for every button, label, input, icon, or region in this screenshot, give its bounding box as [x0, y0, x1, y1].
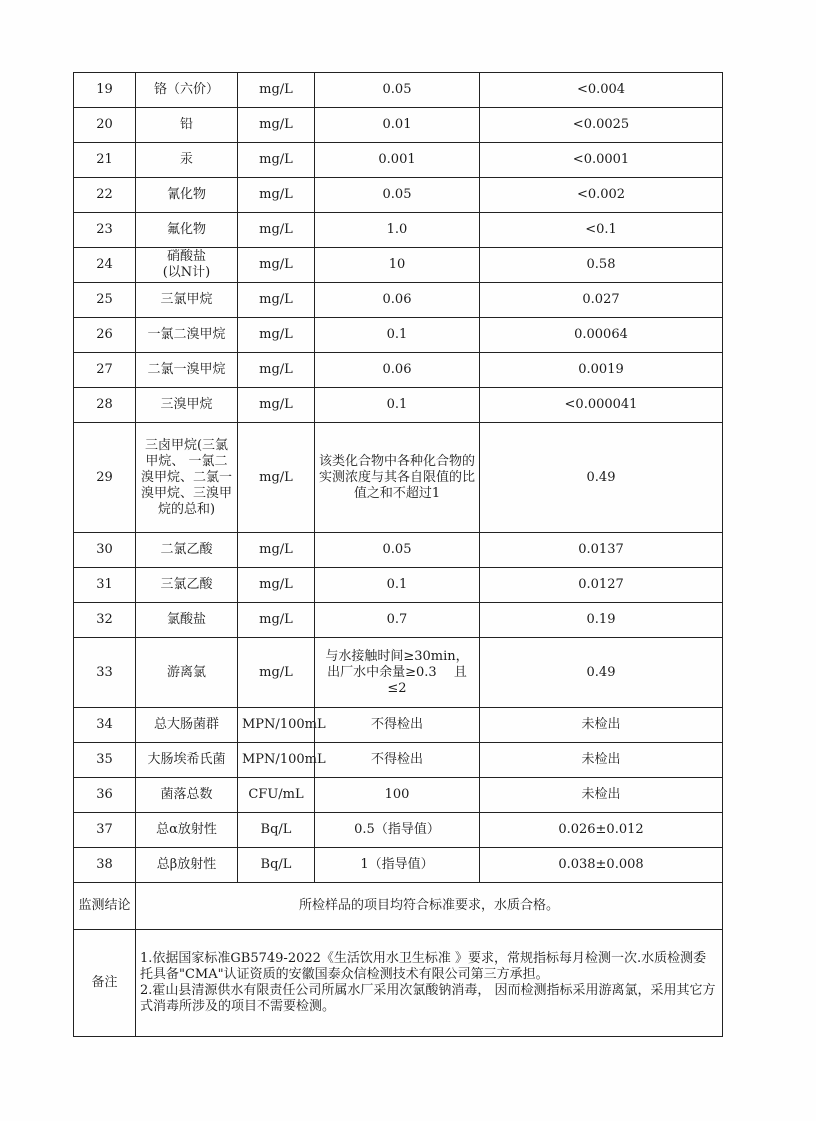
item-unit: mg/L	[238, 423, 315, 533]
item-limit: 不得检出	[315, 743, 480, 778]
conclusion-label: 监测结论	[74, 883, 136, 930]
item-number: 31	[74, 568, 136, 603]
item-limit: 0.05	[315, 73, 480, 108]
item-limit: 0.06	[315, 353, 480, 388]
conclusion-text: 所检样品的项目均符合标准要求，水质合格。	[136, 883, 723, 930]
table-row	[74, 353, 723, 388]
remarks-row	[74, 930, 723, 1037]
item-name: 氯酸盐	[136, 603, 238, 638]
item-number: 21	[74, 143, 136, 178]
item-unit: mg/L	[238, 603, 315, 638]
item-unit: mg/L	[238, 353, 315, 388]
item-limit: 与水接触时间≥30min，出厂水中余量≥0.3 且≤2	[315, 638, 480, 708]
item-result: 0.19	[480, 603, 723, 638]
item-number: 28	[74, 388, 136, 423]
item-unit: mg/L	[238, 178, 315, 213]
item-name: 硝酸盐 (以N计)	[136, 248, 238, 283]
item-unit: mg/L	[238, 213, 315, 248]
item-number: 24	[74, 248, 136, 283]
item-result: <0.1	[480, 213, 723, 248]
table-row	[74, 108, 723, 143]
item-limit: 0.05	[315, 178, 480, 213]
item-name: 铬（六价）	[136, 73, 238, 108]
item-name: 三卤甲烷(三氯甲烷、 一氯二溴甲烷、二氯一 溴甲烷、三溴甲 烷的总和)	[136, 423, 238, 533]
table-row	[74, 568, 723, 603]
item-name: 总α放射性	[136, 813, 238, 848]
item-limit: 0.01	[315, 108, 480, 143]
item-name: 总大肠菌群	[136, 708, 238, 743]
table-body	[74, 73, 723, 883]
item-number: 32	[74, 603, 136, 638]
remarks-label: 备注	[74, 930, 136, 1037]
item-number: 29	[74, 423, 136, 533]
item-name: 总β放射性	[136, 848, 238, 883]
item-limit: 100	[315, 778, 480, 813]
table-row	[74, 848, 723, 883]
table-row	[74, 283, 723, 318]
item-limit: 0.5（指导值）	[315, 813, 480, 848]
table-row	[74, 603, 723, 638]
item-number: 35	[74, 743, 136, 778]
conclusion-row	[74, 883, 723, 930]
item-unit: mg/L	[238, 318, 315, 353]
item-limit: 该类化合物中各种化合物的实测浓度与其各自限值的比值之和不超过1	[315, 423, 480, 533]
item-name: 二氯乙酸	[136, 533, 238, 568]
item-name: 汞	[136, 143, 238, 178]
item-number: 27	[74, 353, 136, 388]
table-row	[74, 73, 723, 108]
table-row	[74, 638, 723, 708]
item-unit: mg/L	[238, 248, 315, 283]
item-number: 36	[74, 778, 136, 813]
item-limit: 0.1	[315, 318, 480, 353]
item-unit: mg/L	[238, 108, 315, 143]
item-unit: Bq/L	[238, 813, 315, 848]
table-row	[74, 143, 723, 178]
item-result: <0.0001	[480, 143, 723, 178]
item-result: 0.49	[480, 638, 723, 708]
table-row	[74, 178, 723, 213]
item-unit: MPN/100mL	[238, 708, 315, 743]
item-result: 0.0127	[480, 568, 723, 603]
item-limit: 10	[315, 248, 480, 283]
table-row	[74, 318, 723, 353]
item-name: 氟化物	[136, 213, 238, 248]
remarks-line-1: 1.依据国家标准GB5749-2022《生活饮用水卫生标准 》要求，常规指标每月检测一次.水质检测委托具备"CMA"认证资质的安徽国泰众信检测技术有限公司第三方承担。	[140, 951, 707, 982]
item-limit: 0.1	[315, 568, 480, 603]
item-number: 33	[74, 638, 136, 708]
table-row	[74, 423, 723, 533]
item-limit: 1（指导值）	[315, 848, 480, 883]
remarks-text	[136, 930, 723, 1037]
item-number: 37	[74, 813, 136, 848]
item-number: 38	[74, 848, 136, 883]
item-number: 25	[74, 283, 136, 318]
item-result: <0.004	[480, 73, 723, 108]
item-name: 大肠埃希氏菌	[136, 743, 238, 778]
item-number: 22	[74, 178, 136, 213]
item-limit: 0.7	[315, 603, 480, 638]
item-result: <0.000041	[480, 388, 723, 423]
item-unit: MPN/100mL	[238, 743, 315, 778]
table-row	[74, 213, 723, 248]
item-result: 0.58	[480, 248, 723, 283]
item-limit: 1.0	[315, 213, 480, 248]
item-result: 未检出	[480, 708, 723, 743]
table-row	[74, 388, 723, 423]
item-result: 未检出	[480, 778, 723, 813]
item-unit: mg/L	[238, 533, 315, 568]
item-name: 一氯二溴甲烷	[136, 318, 238, 353]
table-footer	[74, 883, 723, 1037]
item-result: 0.038±0.008	[480, 848, 723, 883]
table-row	[74, 743, 723, 778]
item-result: <0.0025	[480, 108, 723, 143]
table-row	[74, 248, 723, 283]
item-number: 30	[74, 533, 136, 568]
item-limit: 0.06	[315, 283, 480, 318]
item-name: 二氯一溴甲烷	[136, 353, 238, 388]
item-unit: mg/L	[238, 388, 315, 423]
item-name: 三溴甲烷	[136, 388, 238, 423]
item-name: 铅	[136, 108, 238, 143]
remarks-line-2: 2.霍山县清源供水有限责任公司所属水厂采用次氯酸钠消毒， 因而检测指标采用游离氯，采用其它方式消毒所涉及的项目不需要检测。	[140, 983, 716, 1014]
item-result: 0.00064	[480, 318, 723, 353]
item-number: 20	[74, 108, 136, 143]
item-limit: 0.05	[315, 533, 480, 568]
item-result: 0.026±0.012	[480, 813, 723, 848]
item-result: 0.49	[480, 423, 723, 533]
item-result: <0.002	[480, 178, 723, 213]
item-unit: CFU/mL	[238, 778, 315, 813]
item-name: 氰化物	[136, 178, 238, 213]
item-unit: mg/L	[238, 568, 315, 603]
table-row	[74, 708, 723, 743]
item-limit: 0.1	[315, 388, 480, 423]
item-result: 0.0137	[480, 533, 723, 568]
item-number: 26	[74, 318, 136, 353]
table-row	[74, 813, 723, 848]
item-limit: 不得检出	[315, 708, 480, 743]
table-row	[74, 778, 723, 813]
item-name: 三氯乙酸	[136, 568, 238, 603]
item-unit: mg/L	[238, 73, 315, 108]
item-unit: mg/L	[238, 638, 315, 708]
item-result: 0.027	[480, 283, 723, 318]
item-number: 19	[74, 73, 136, 108]
table-row	[74, 533, 723, 568]
item-number: 23	[74, 213, 136, 248]
item-result: 0.0019	[480, 353, 723, 388]
item-name: 游离氯	[136, 638, 238, 708]
item-name: 菌落总数	[136, 778, 238, 813]
item-number: 34	[74, 708, 136, 743]
water-quality-table	[73, 72, 723, 1037]
item-unit: mg/L	[238, 143, 315, 178]
item-result: 未检出	[480, 743, 723, 778]
item-unit: mg/L	[238, 283, 315, 318]
item-unit: Bq/L	[238, 848, 315, 883]
item-name: 三氯甲烷	[136, 283, 238, 318]
item-limit: 0.001	[315, 143, 480, 178]
